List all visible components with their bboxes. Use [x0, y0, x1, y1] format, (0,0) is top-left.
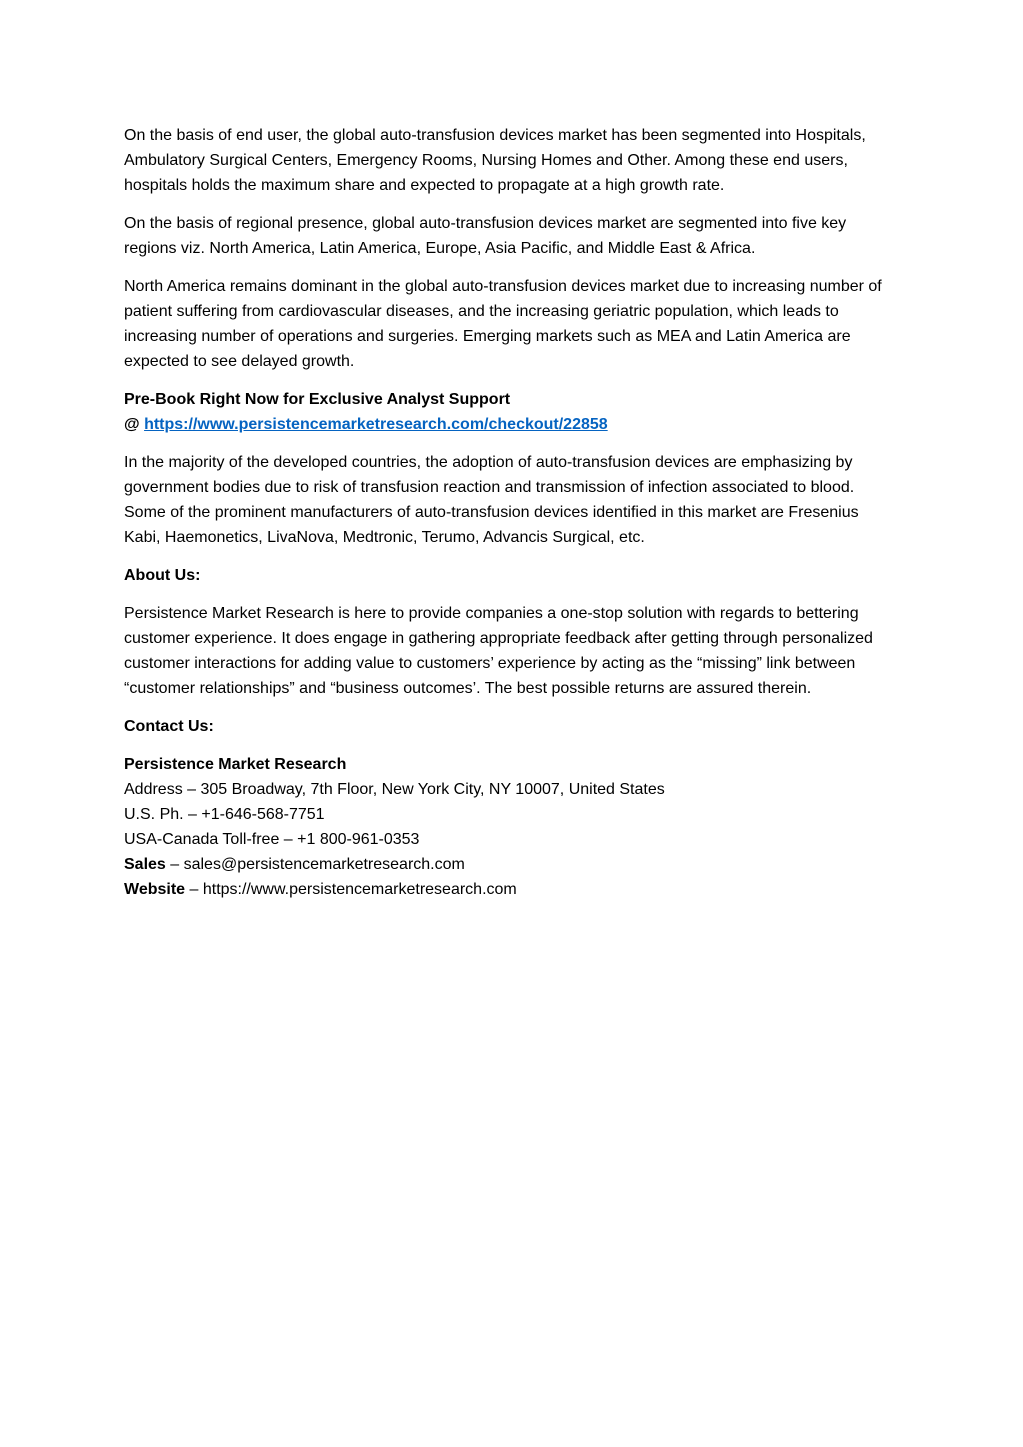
- contact-heading: Contact Us:: [124, 718, 214, 735]
- prebook-link-line: [124, 412, 899, 437]
- about-text: Persistence Market Research is here to provide companies a one-stop solution with regards to bettering customer experience. It does engage in gathering appropriate feedback after getting through personalized customer interactions for adding value to customers’ experience by acting as the “missing” link between “customer relationships” and “business outcomes’. The best possible returns are assured therein.: [124, 605, 873, 697]
- contact-sales-label: Sales: [124, 856, 166, 873]
- about-heading: About Us:: [124, 567, 201, 584]
- document-body: [124, 123, 899, 915]
- prebook-heading: Pre-Book Right Now for Exclusive Analyst Support: [124, 391, 511, 408]
- contact-website-line: [124, 877, 899, 902]
- contact-phone: U.S. Ph. – +1-646-568-7751: [124, 806, 325, 823]
- paragraph-developed: In the majority of the developed countries, the adoption of auto-transfusion devices are emphasizing by government bodies due to risk of transfusion reaction and transmission of infection associated to blood. Some of the prominent manufacturers of auto-transfusion devices identified in this market are Fresenius Kabi, Haemonetics, LivaNova, Medtronic, Terumo, Advancis Surgical, etc.: [124, 454, 859, 546]
- prebook-at-sign: @: [124, 416, 140, 433]
- contact-block: [124, 752, 899, 902]
- prebook-checkout-link[interactable]: https://www.persistencemarketresearch.com/checkout/22858: [144, 416, 608, 433]
- prebook-block: [124, 387, 899, 437]
- contact-company: Persistence Market Research: [124, 756, 347, 773]
- paragraph-north-america: North America remains dominant in the global auto-transfusion devices market due to increasing number of patient suffering from cardiovascular diseases, and the increasing geriatric population, which leads to increasing number of operations and surgeries. Emerging markets such as MEA and Latin America are expected to see delayed growth.: [124, 278, 882, 370]
- paragraph-end-user: On the basis of end user, the global auto-transfusion devices market has been segmented into Hospitals, Ambulatory Surgical Centers, Emergency Rooms, Nursing Homes and Other. Among these end users, hospitals holds the maximum share and expected to propagate at a high growth rate.: [124, 127, 866, 194]
- contact-website-label: Website: [124, 881, 186, 898]
- paragraph-regional: On the basis of regional presence, global auto-transfusion devices market are segmented into five key regions viz. North America, Latin America, Europe, Asia Pacific, and Middle East & Africa.: [124, 215, 847, 257]
- contact-address: Address – 305 Broadway, 7th Floor, New York City, NY 10007, United States: [124, 781, 665, 798]
- contact-sales-email: – sales@persistencemarketresearch.com: [165, 856, 465, 873]
- contact-sales-line: [124, 852, 899, 877]
- contact-tollfree: USA-Canada Toll-free – +1 800-961-0353: [124, 831, 420, 848]
- contact-website-url: – https://www.persistencemarketresearch.com: [185, 881, 517, 898]
